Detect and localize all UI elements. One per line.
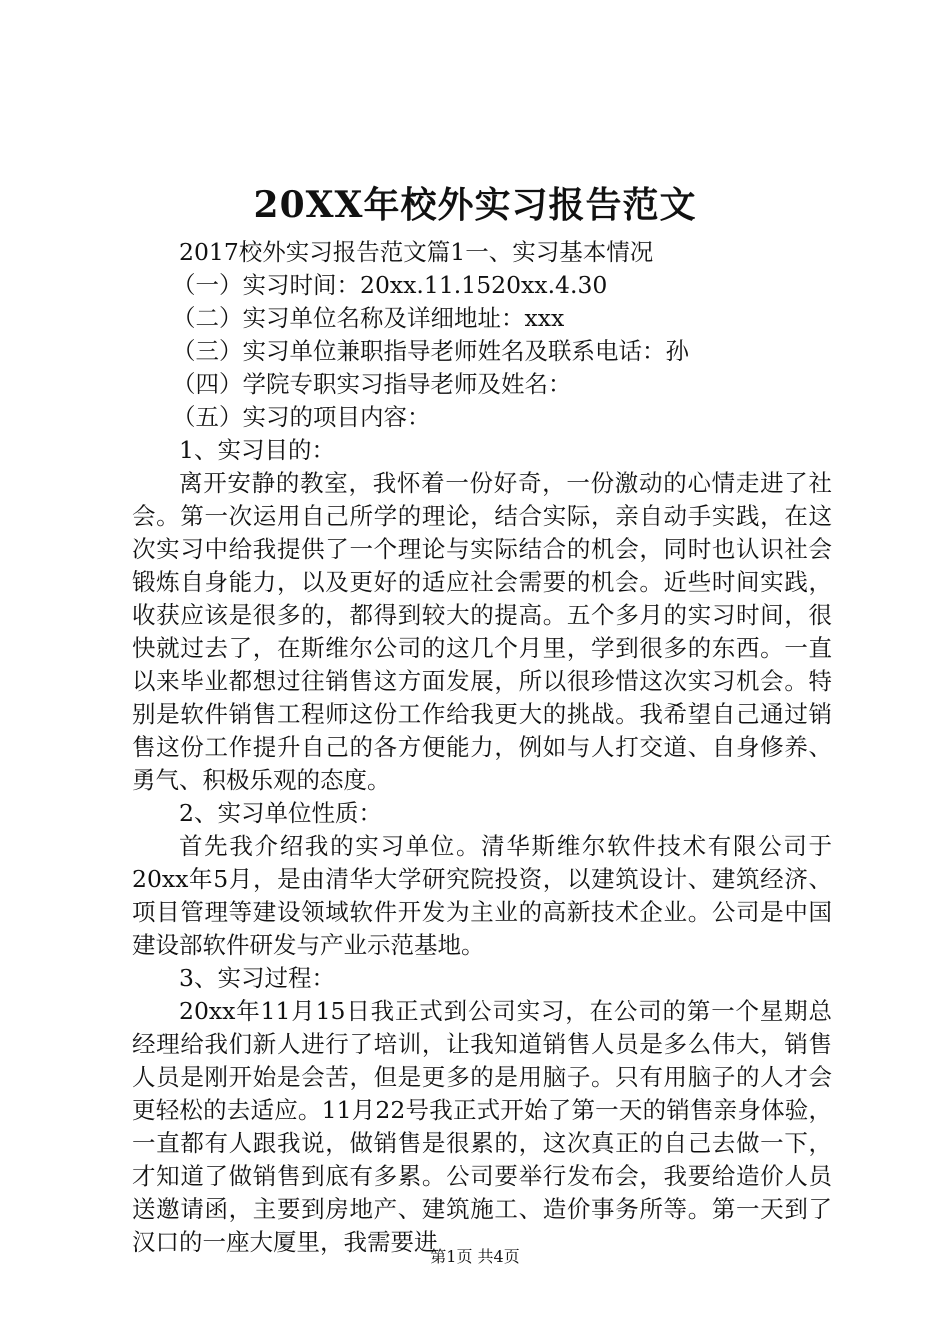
paragraph-item-5: （五）实习的项目内容： (172, 403, 431, 431)
paragraph-item-3: （三）实习单位兼职指导老师姓名及联系电话：孙 (172, 337, 689, 365)
paragraph-unit: 首先我介绍我的实习单位。清华斯维尔软件技术有限公司于20xx年5月，是由清华大学研究院投资，以建筑设计、建筑经济、项目管理等建设领域软件开发为主业的高新技术企业。公司是中国建设部软件研发与产业示范基地。 (132, 832, 832, 959)
paragraph-purpose: 离开安静的教室，我怀着一份好奇，一份激动的心情走进了社会。第一次运用自己所学的理论，结合实际，亲自动手实践，在这次实习中给我提供了一个理论与实际结合的机会，同时也认识社会锻炼自身能力，以及更好的适应社会需要的机会。近些时间实践，收获应该是很多的，都得到较大的提高。五个多月的实习时间，很快就过去了，在斯维尔公司的这几个月里，学到很多的东西。一直以来毕业都想过往销售这方面发展，所以很珍惜这次实习机会。特别是软件销售工程师这份工作给我更大的挑战。我希望自己通过销售这份工作提升自己的各方便能力，例如与人打交道、自身修养、勇气、积极乐观的态度。 (132, 469, 832, 794)
page-footer: 第1页 共4页 (430, 1247, 520, 1266)
paragraph-intro: 2017校外实习报告范文篇1一、实习基本情况 (179, 238, 654, 266)
paragraph-item-4: （四）学院专职实习指导老师及姓名： (172, 370, 572, 398)
section-heading-unit: 2、实习单位性质： (179, 799, 382, 827)
section-heading-purpose: 1、实习目的： (179, 436, 335, 464)
document-title: 20XX年校外实习报告范文 (253, 184, 697, 226)
paragraph-item-2: （二）实习单位名称及详细地址：xxx (172, 304, 565, 332)
paragraph-process: 20xx年11月15日我正式到公司实习，在公司的第一个星期总经理给我们新人进行了培训，让我知道销售人员是多么伟大，销售人员是刚开始是会苦，但是更多的是用脑子。只有用脑子的人才会更轻松的去适应。11月22号我正式开始了第一天的销售亲身体验，一直都有人跟我说，做销售是很累的，这次真正的自己去做一下，才知道了做销售到底有多累。公司要举行发布会，我要给造价人员送邀请函，主要到房地产、建筑施工、造价事务所等。第一天到了汉口的一座大厦里，我需要进 (132, 997, 832, 1256)
paragraph-item-1: （一）实习时间：20xx.11.1520xx.4.30 (172, 271, 608, 299)
section-heading-process: 3、实习过程： (179, 964, 335, 992)
document-body (132, 236, 832, 1259)
